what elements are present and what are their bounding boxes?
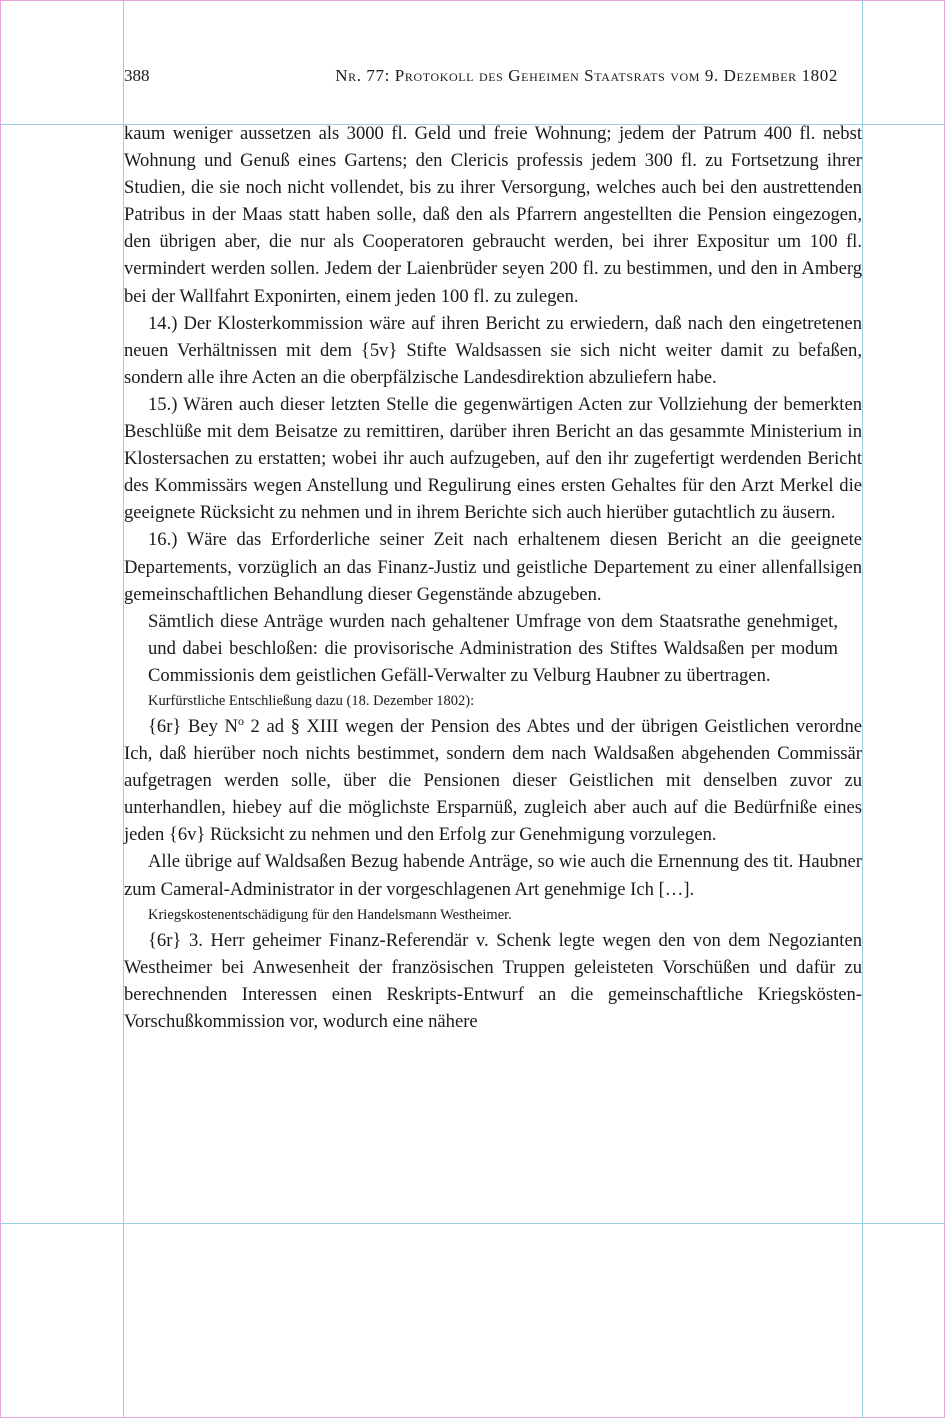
paragraph-16: 16.) Wäre das Erforderliche seiner Zeit nach erhaltenem diesen Bericht an die geeignete Departements, vorzüglich an das Finanz-Justiz und geistliche Departement zu einer allenfallsigen gemeinschaftlichen Behandlung dieser Gegenstände abzugeben. [124, 529, 862, 605]
paragraph-decree [124, 713, 862, 848]
page-border-top [0, 0, 945, 1]
resolution-paragraph: Sämtlich diese Anträge wurden nach gehaltener Umfrage von dem Staatsrathe genehmiget, und dabei beschloßen: die provisorische Administration des Stiftes Waldsaßen per modum Commissionis dem geistlichen Gefäll-Verwalter zu Velburg Haubner zu übertragen. [148, 610, 838, 686]
body-text [124, 120, 862, 1035]
paragraph-1: kaum weniger aussetzen als 3000 fl. Geld und freie Wohnung; jedem der Patrum 400 fl. nebst Wohnung und Genuß eines Gartens; den Clericis professis jedem 300 fl. zu Fortsetzung ihrer Studien, die sie noch nicht vollendet, bis zu ihrer Versorgung, welches auch bei den austrettenden Patribus in der Maas statt haben solle, daß den als Pfarrern angestellten die Pension eingezogen, den übrigen aber, die nur als Cooperatoren gebraucht werden, bei ihrer Expositur um 100 fl. vermindert werden sollen. Jedem der Laienbrüder seyen 200 fl. zu bestimmen, und den in Amberg bei der Wallfahrt Exponirten, einem jeden 100 fl. zu zulegen. [124, 123, 862, 307]
section-heading-entschliessung: Kurfürstliche Entschließung dazu (18. Dezember 1802): [148, 692, 475, 709]
decree-superscript: o [237, 713, 244, 728]
guide-bottom [0, 1223, 945, 1224]
guide-right [862, 0, 863, 1418]
section-heading-kriegskosten: Kriegskostenentschädigung für den Handelsmann Westheimer. [148, 906, 512, 923]
decree-text: 2 ad § XIII wegen der Pension des Abtes und der übrigen Geistlichen verordne Ich, daß hierüber noch nichts bestimmet, sondern dem nach Waldsaßen abgehenden Commissär aufgetragen werden solle, über die Pensionen dieser Geistlichen mit denselben zuvor zu unterhandlen, hiebey auf die möglichste Ersparnüß, zugleich aber auch auf die Bedürfniße eines jeden {6v} Rücksicht zu nehmen und den Erfolg zur Genehmigung vorzulegen. [124, 715, 863, 846]
decree-prefix: {6r} Bey N [148, 715, 238, 737]
paragraph-approval: Alle übrige auf Waldsaßen Bezug habende Anträge, so wie auch die Ernennung des tit. Haubner zum Cameral-Administrator in der vorgeschlagenen Art genehmige Ich […]. [124, 851, 862, 900]
running-head: Nr. 77: Protokoll des Geheimen Staatsrats vom 9. Dezember 1802 [335, 66, 838, 85]
paragraph-15: 15.) Wären auch dieser letzten Stelle die gegenwärtigen Acten zur Vollziehung der bemerkten Beschlüße mit dem Beisatze zu remittiren, darüber ihren Bericht an das gesammte Ministerium in Klostersachen zu erstatten; wobei ihr auch aufzugeben, auf den ihr zugefertigt werdenden Bericht des Kommissärs wegen Anstellung und Regulirung eines ersten Gehaltes für den Arzt Merkel die geeignete Rücksicht zu nehmen und in ihrem Berichte sich auch hierüber gutachtlich zu äusern. [124, 393, 862, 524]
page-border-left [0, 0, 1, 1418]
paragraph-14: 14.) Der Klosterkommission wäre auf ihren Bericht zu erwiedern, daß nach den eingetretenen neuen Verhältnissen mit dem {5v} Stifte Waldsassen sie sich nicht weiter damit zu befaßen, sondern alle ihre Acten an die oberpfälzische Landesdirektion abzuliefern habe. [124, 312, 862, 388]
paragraph-3: {6r} 3. Herr geheimer Finanz-Referendär v. Schenk legte wegen den von dem Negozianten Westheimer bei Anwesenheit der französischen Truppen geleisteten Vorschüßen und dafür zu berechnenden Interessen einen Reskripts-Entwurf an die gemeinschaftliche Kriegskösten-Vorschußkommission vor, wodurch eine nähere [124, 929, 862, 1032]
page-number: 388 [124, 66, 150, 85]
